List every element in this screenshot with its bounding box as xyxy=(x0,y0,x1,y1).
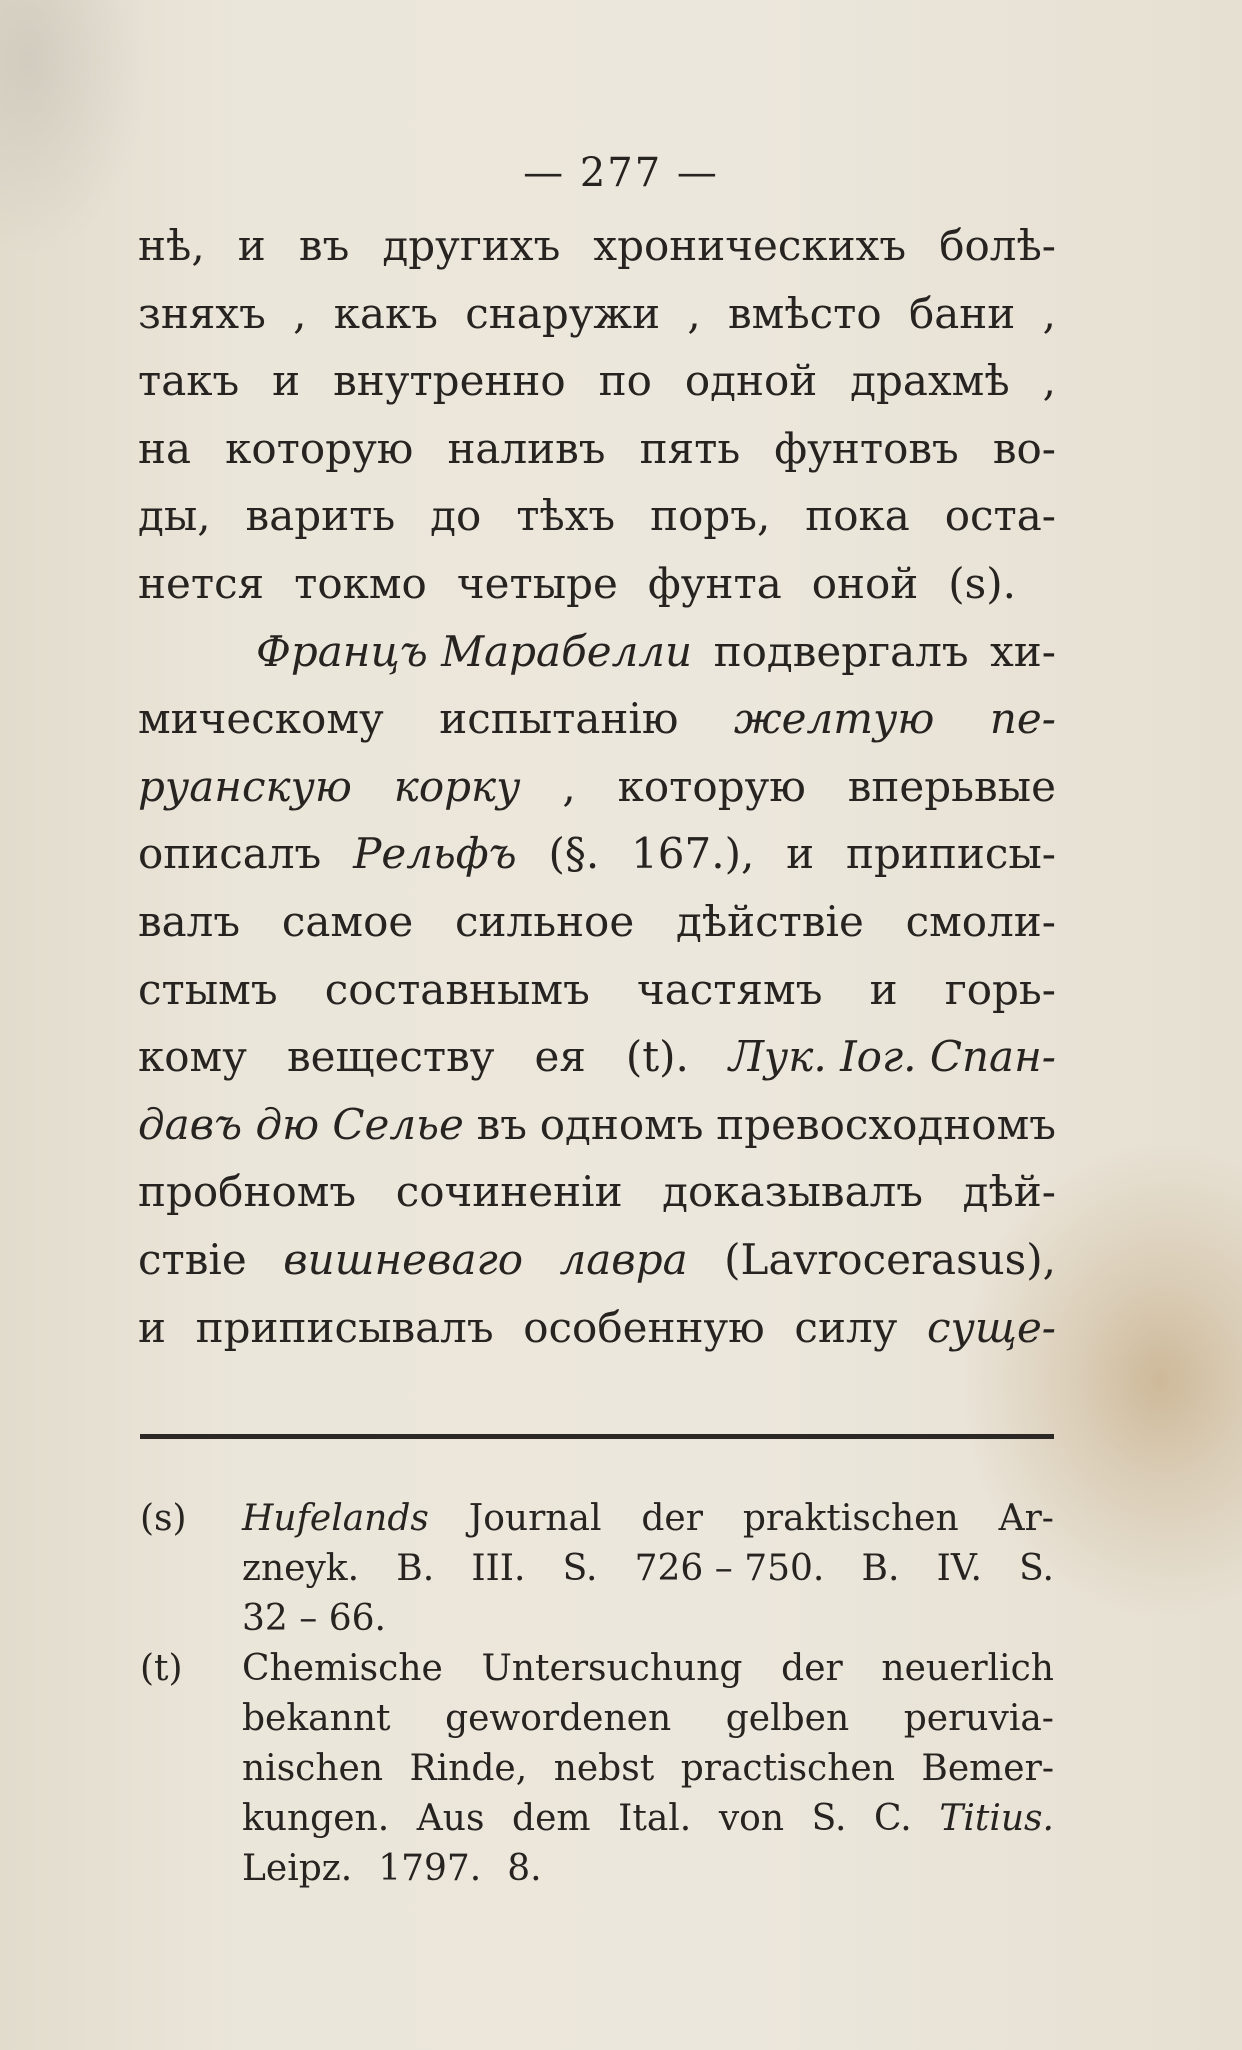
word: kungen. xyxy=(242,1798,390,1839)
word: бани xyxy=(908,288,1016,338)
footnote-line xyxy=(242,1844,1054,1894)
word: доказывалъ xyxy=(662,1167,924,1217)
word: силу xyxy=(794,1302,898,1352)
word: (§. xyxy=(548,829,600,879)
word: приписывалъ xyxy=(195,1302,494,1352)
word: B. xyxy=(861,1548,900,1589)
word: III. xyxy=(471,1548,526,1589)
word: варить xyxy=(245,491,396,541)
word: такъ xyxy=(138,356,240,406)
word: 32 – 66. xyxy=(242,1598,386,1639)
word: Ar- xyxy=(998,1498,1054,1539)
word: gelben xyxy=(725,1698,850,1739)
word: Titius. xyxy=(939,1798,1054,1839)
word: испытанію xyxy=(439,694,679,744)
footnote xyxy=(140,1494,1054,1644)
text-line xyxy=(138,415,1056,483)
word: ея xyxy=(534,1032,586,1082)
word: пока xyxy=(805,491,910,541)
word: корку xyxy=(393,761,521,811)
word: хроническихъ xyxy=(593,221,907,270)
word: ды, xyxy=(138,491,211,541)
text-line xyxy=(138,956,1056,1024)
word: S. xyxy=(1019,1548,1054,1589)
word: нется xyxy=(138,558,265,608)
word: описалъ xyxy=(138,829,322,879)
word: хи- xyxy=(990,626,1056,676)
word: , xyxy=(687,288,701,338)
text-line xyxy=(138,212,1056,280)
footnote-line xyxy=(242,1744,1054,1794)
word: , xyxy=(1042,288,1056,338)
footnote-line xyxy=(242,1544,1054,1594)
word: (Lavrocerasus), xyxy=(724,1234,1056,1284)
word: nebst xyxy=(553,1748,655,1789)
word: nischen xyxy=(242,1748,384,1789)
word: въ xyxy=(476,1099,527,1149)
word: которую xyxy=(225,423,414,473)
word: peruvia- xyxy=(903,1698,1054,1739)
word: пять xyxy=(639,423,741,473)
text-line xyxy=(138,753,1056,821)
text-line xyxy=(138,482,1056,550)
text-line xyxy=(138,820,1056,888)
word: драхмѣ xyxy=(850,356,1010,406)
word: Rinde, xyxy=(409,1748,528,1789)
word: тѣхъ xyxy=(516,491,616,541)
word: стымъ xyxy=(138,964,278,1014)
word: наливъ xyxy=(447,423,606,473)
word: сильное xyxy=(455,896,635,946)
text-line xyxy=(138,685,1056,753)
word: и xyxy=(869,964,898,1014)
footnote xyxy=(140,1644,1054,1894)
word: зняхъ xyxy=(138,288,266,338)
main-text xyxy=(138,212,1056,1361)
word: Journal xyxy=(468,1498,602,1539)
word: дѣй- xyxy=(962,1167,1056,1217)
word: нѣ, xyxy=(138,221,205,270)
word: фунта xyxy=(647,558,782,608)
word: до xyxy=(430,491,482,541)
word: оной xyxy=(811,558,919,608)
word: дѣйствіе xyxy=(675,896,864,946)
word: bekannt xyxy=(242,1698,391,1739)
word: веществу xyxy=(286,1032,495,1082)
word: сочиненіи xyxy=(395,1167,623,1217)
word: другихъ xyxy=(382,221,561,270)
footnote-text xyxy=(242,1494,1054,1644)
word: IV. xyxy=(936,1548,982,1589)
word: вмѣсто xyxy=(728,288,882,338)
text-line xyxy=(138,550,1056,618)
word: neuerlich xyxy=(881,1648,1054,1689)
text-line xyxy=(138,280,1056,348)
word: praktischen xyxy=(742,1498,959,1539)
word: von xyxy=(718,1798,785,1839)
word: 167.), xyxy=(631,829,755,879)
word: и xyxy=(138,1302,166,1352)
word: der xyxy=(641,1498,703,1539)
word: C. xyxy=(874,1798,912,1839)
text-line xyxy=(138,1226,1056,1294)
footnote-line xyxy=(242,1644,1054,1694)
word: B. xyxy=(396,1548,435,1589)
text-line xyxy=(138,1158,1056,1226)
word: во- xyxy=(992,423,1056,473)
text-line xyxy=(138,1294,1056,1362)
word: S. xyxy=(811,1798,847,1839)
word: одной xyxy=(684,356,818,406)
text-line xyxy=(138,347,1056,415)
word: der xyxy=(781,1648,843,1689)
word: dem xyxy=(512,1798,591,1839)
text-line xyxy=(138,888,1056,956)
word: въ xyxy=(298,221,350,270)
word: (t). xyxy=(625,1032,689,1082)
page-number: — 277 — xyxy=(523,150,719,196)
word: Bemer- xyxy=(921,1748,1054,1789)
word: , xyxy=(562,761,576,811)
word: превосходномъ xyxy=(716,1099,1056,1149)
word: S. xyxy=(562,1548,598,1589)
footnote-text xyxy=(242,1644,1054,1894)
word: вишневаго xyxy=(283,1234,524,1284)
word: пробномъ xyxy=(138,1167,357,1217)
text-line xyxy=(138,1091,1056,1159)
word: оста- xyxy=(944,491,1056,541)
word: Aus xyxy=(416,1798,485,1839)
word: снаружи xyxy=(465,288,661,338)
word: руанскую xyxy=(138,761,352,811)
word: Рельфъ xyxy=(353,829,517,879)
footnote-line xyxy=(242,1594,1054,1644)
word: лавра xyxy=(559,1234,688,1284)
word: Leipz. xyxy=(242,1848,353,1889)
word: частямъ xyxy=(636,964,823,1014)
word: (s). xyxy=(948,558,1016,608)
word: которую xyxy=(617,761,806,811)
word: приписы- xyxy=(846,829,1056,879)
word: и xyxy=(786,829,815,879)
word: кому xyxy=(138,1032,247,1082)
footnote-mark: (s) xyxy=(140,1498,187,1539)
word: Chemische xyxy=(242,1648,443,1689)
word: на xyxy=(138,423,192,473)
footnotes xyxy=(140,1494,1054,1894)
footnote-line xyxy=(242,1794,1054,1844)
word: 726 – 750. xyxy=(634,1548,825,1589)
word: Untersuchung xyxy=(481,1648,743,1689)
word: одномъ xyxy=(539,1099,704,1149)
word: смоли- xyxy=(905,896,1056,946)
word: gewordenen xyxy=(445,1698,672,1739)
word: Францъ Марабелли xyxy=(256,626,693,676)
word: четыре xyxy=(456,558,618,608)
word: и xyxy=(272,356,301,406)
word: болѣ- xyxy=(939,221,1056,270)
word: валъ xyxy=(138,896,241,946)
text-line xyxy=(138,618,1056,686)
word: токмо xyxy=(294,558,427,608)
word: practischen xyxy=(680,1748,895,1789)
word: мическому xyxy=(138,694,384,744)
word: по xyxy=(598,356,652,406)
word: какъ xyxy=(333,288,438,338)
word: zneyk. xyxy=(242,1548,360,1589)
word: подвергалъ xyxy=(713,626,969,676)
word: Ital. xyxy=(618,1798,692,1839)
word: суще- xyxy=(927,1302,1056,1352)
word: , xyxy=(1042,356,1056,406)
word: ствіе xyxy=(138,1234,247,1284)
word: давъ дю Селье xyxy=(138,1099,464,1149)
word: фунтовъ xyxy=(774,423,959,473)
word: 8. xyxy=(507,1848,542,1889)
word: составнымъ xyxy=(324,964,590,1014)
word: и xyxy=(237,221,266,270)
text-line xyxy=(138,1023,1056,1091)
footnote-line xyxy=(242,1694,1054,1744)
word: Hufelands xyxy=(242,1498,429,1539)
word: горь- xyxy=(944,964,1056,1014)
word: особенную xyxy=(523,1302,765,1352)
footnote-mark: (t) xyxy=(140,1648,183,1689)
word: 1797. xyxy=(378,1848,482,1889)
word: внутренно xyxy=(333,356,566,406)
word: желтую xyxy=(733,694,935,744)
word: Лук. Іог. Спан- xyxy=(728,1032,1056,1082)
word: поръ, xyxy=(650,491,771,541)
footnote-line xyxy=(242,1494,1054,1544)
word: , xyxy=(293,288,307,338)
word: самое xyxy=(281,896,414,946)
footnote-rule xyxy=(140,1434,1054,1439)
word: вперьвые xyxy=(847,761,1056,811)
word: пе- xyxy=(989,694,1056,744)
